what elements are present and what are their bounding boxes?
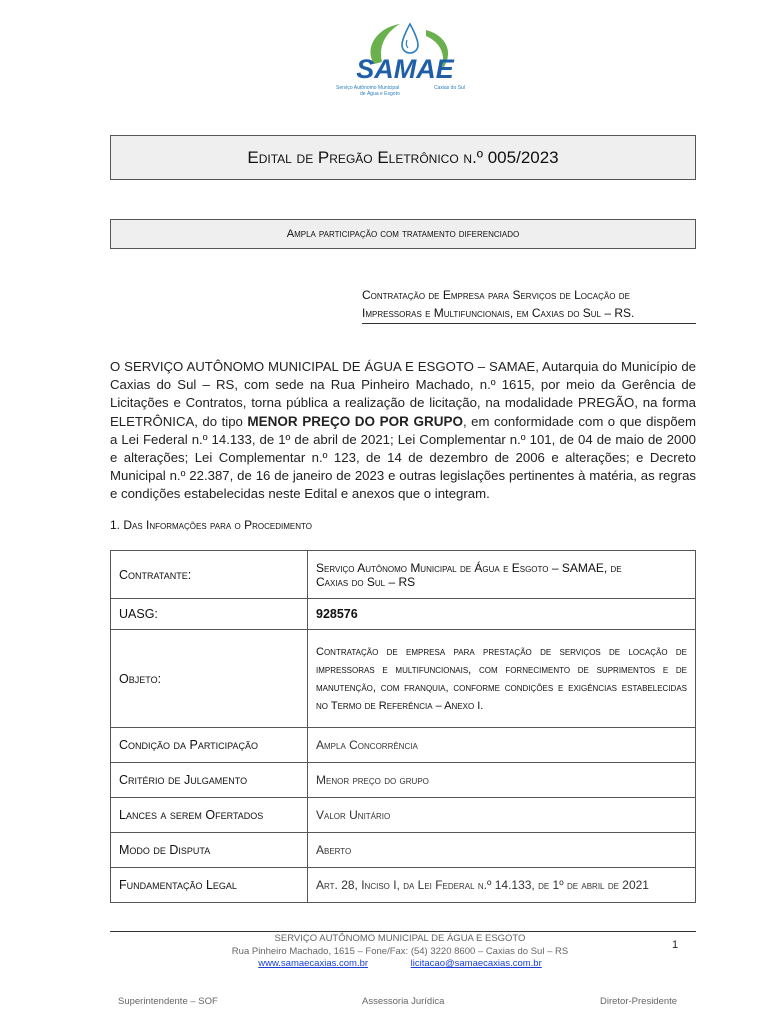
- contratante-line-2: Caxias do Sul – RS: [316, 574, 416, 589]
- footer: [180, 933, 620, 971]
- table-row: [111, 763, 696, 798]
- email-link[interactable]: licitacao@samaecaxias.com.br: [410, 958, 542, 969]
- uasg-label: UASG:: [111, 599, 308, 630]
- footer-links: [180, 958, 620, 971]
- contract-line-1: Contratação de Empresa para Serviços de Locação de: [362, 288, 630, 302]
- participation-subtitle: Ampla participação com tratamento diferenciado: [110, 219, 696, 249]
- logo-line2: de Água e Esgoto: [360, 91, 400, 97]
- footer-divider: [110, 931, 696, 932]
- lances-value: Valor Unitário: [308, 798, 696, 833]
- objeto-label: Objeto:: [111, 630, 308, 728]
- lances-label: Lances a serem Ofertados: [111, 798, 308, 833]
- table-row: [111, 630, 696, 728]
- samae-logo: [330, 18, 480, 106]
- condicao-label: Condição da Participação: [111, 728, 308, 763]
- uasg-value: 928576: [308, 599, 696, 630]
- fundamentacao-value: Art. 28, Inciso I, da Lei Federal n.º 14.133, de 1º de abril de 2021: [308, 868, 696, 903]
- modo-value: Aberto: [308, 833, 696, 868]
- website-link[interactable]: www.samaecaxias.com.br: [258, 958, 369, 969]
- intro-bold: MENOR PREÇO DO POR GRUPO: [247, 413, 463, 429]
- contract-summary: [362, 284, 696, 324]
- contract-line-2: Impressoras e Multifuncionais, em Caxias do Sul – RS.: [362, 306, 635, 320]
- edital-title: Edital de Pregão Eletrônico n.º 005/2023: [110, 135, 696, 180]
- logo-line1: Serviço Autônomo Municipal: [336, 85, 400, 91]
- table-row: [111, 868, 696, 903]
- table-row: [111, 551, 696, 599]
- footer-org: SERVIÇO AUTÔNOMO MUNICIPAL DE ÁGUA E ESGOTO: [274, 933, 526, 944]
- signature-diretor: Diretor-Presidente: [600, 996, 678, 1007]
- signature-assessoria: Assessoria Jurídica: [362, 996, 445, 1007]
- intro-paragraph: [110, 358, 696, 504]
- table-row: [111, 833, 696, 868]
- footer-address: Rua Pinheiro Machado, 1615 – Fone/Fax: (54) 3220 8600 – Caxias do Sul – RS: [231, 945, 569, 957]
- modo-label: Modo de Disputa: [111, 833, 308, 868]
- table-row: [111, 798, 696, 833]
- criterio-label: Critério de Julgamento: [111, 763, 308, 798]
- condicao-value: Ampla Concorrência: [308, 728, 696, 763]
- contratante-label: Contratante:: [111, 551, 308, 599]
- logo-city: Caxias do Sul: [434, 85, 465, 91]
- objeto-value: Contratação de empresa para prestação de serviços de locação de impressoras e multifuncionais, com fornecimento de suprimentos e de manutenção, com franquia, conforme condições e exigências estabelecidas no Termo de Referência – Anexo I.: [308, 630, 696, 728]
- section-1-title: 1. Das Informações para o Procedimento: [110, 518, 312, 532]
- table-row: [111, 599, 696, 630]
- criterio-value: Menor preço do grupo: [308, 763, 696, 798]
- table-row: [111, 728, 696, 763]
- logo-brand: SAMAE: [356, 54, 454, 84]
- page-number: 1: [672, 939, 679, 951]
- fundamentacao-label: Fundamentação Legal: [111, 868, 308, 903]
- intro-part-1: O SERVIÇO AUTÔNOMO MUNICIPAL DE ÁGUA E ESGOTO – SAMAE, Autarquia do Município de Caxias do Sul – RS, com sede na Rua Pinheiro Machado, n.º 1615, por meio da Gerência de Licitações e Contratos, torna pública a realização de licitação, na modalidade PREGÃO, na forma ELETRÔNICA, do tipo: [110, 359, 696, 429]
- intro-part-2: , em conformidade com o que dispõem a Lei Federal n.º 14.133, de 1º de abril de 2021; Lei Complementar n.º 101, de 04 de maio de 2000 e alterações; Lei Complementar n.º 123, de 14 de dezembro de 2006 e alterações; e Decreto Municipal n.º 22.387, de 16 de janeiro de 2023 e outras legislações pertinentes à matéria, as regras e condições estabelecidas neste Edital e anexos que o integram.: [110, 413, 696, 502]
- contratante-value: [308, 551, 696, 599]
- contratante-line-1: Serviço Autônomo Municipal de Água e Esgoto – SAMAE, de: [316, 560, 622, 575]
- procedure-info-table: [110, 550, 696, 903]
- signature-superintendente: Superintendente – SOF: [118, 996, 218, 1007]
